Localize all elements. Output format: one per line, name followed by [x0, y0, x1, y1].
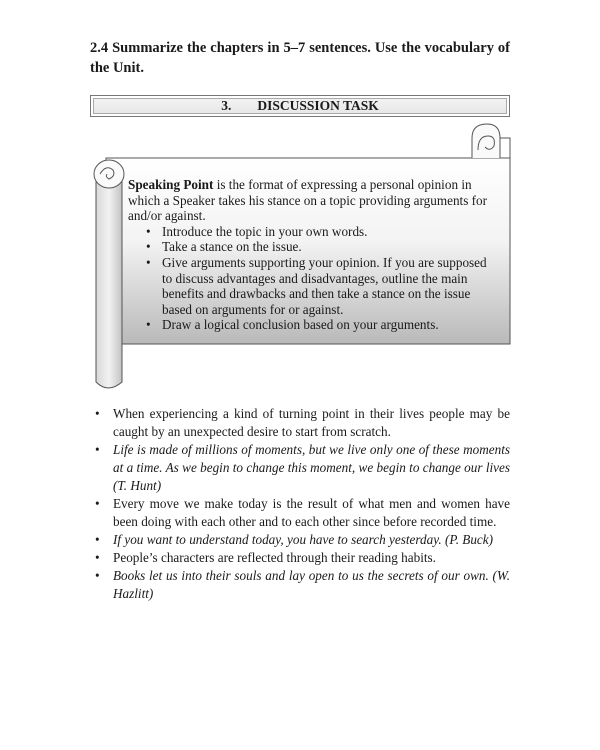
topic-item: • Life is made of millions of moments, but we live only one of these moments at a time. As we begin to change this moment, we begin to change our lives (T. Hunt) [113, 441, 510, 495]
topic-item: • If you want to understand today, you have to search yesterday. (P. Buck) [113, 531, 510, 549]
section-title: DISCUSSION TASK [257, 98, 379, 113]
definition-text: is the format of expressing a personal opinion in which a Speaker takes his stance on a topic providing arguments for and/or against. [128, 177, 488, 224]
step-item: • Give arguments supporting your opinion. If you are supposed to discuss advantages and disadvantages, outline the main benefits and drawbacks and then take a stance on the issue based on arguments for or against. [162, 255, 494, 317]
topic-item: • When experiencing a kind of turning point in their lives people may be caught by an unexpected desire to start from scratch. [113, 405, 510, 441]
topic-item: • People’s characters are reflected through their reading habits. [113, 549, 510, 567]
topic-item: • Every move we make today is the result of what men and women have been doing with each other and to each other since before recorded time. [113, 495, 510, 531]
step-item: • Introduce the topic in your own words. [162, 224, 494, 240]
topic-item: • Books let us into their souls and lay open to us the secrets of our own. (W. Hazlitt) [113, 567, 510, 603]
task-heading: 2.4 Summarize the chapters in 5–7 sentences. Use the vocabulary of the Unit. [90, 40, 510, 76]
step-item: • Take a stance on the issue. [162, 239, 494, 255]
section-number: 3. [221, 98, 232, 113]
steps-list [128, 224, 494, 333]
speaking-point-term: Speaking Point [128, 177, 214, 192]
step-item: • Draw a logical conclusion based on your arguments. [162, 317, 494, 333]
definition-paragraph [128, 177, 494, 224]
speaking-point-definition [128, 177, 494, 333]
discussion-topics-list [113, 405, 510, 603]
